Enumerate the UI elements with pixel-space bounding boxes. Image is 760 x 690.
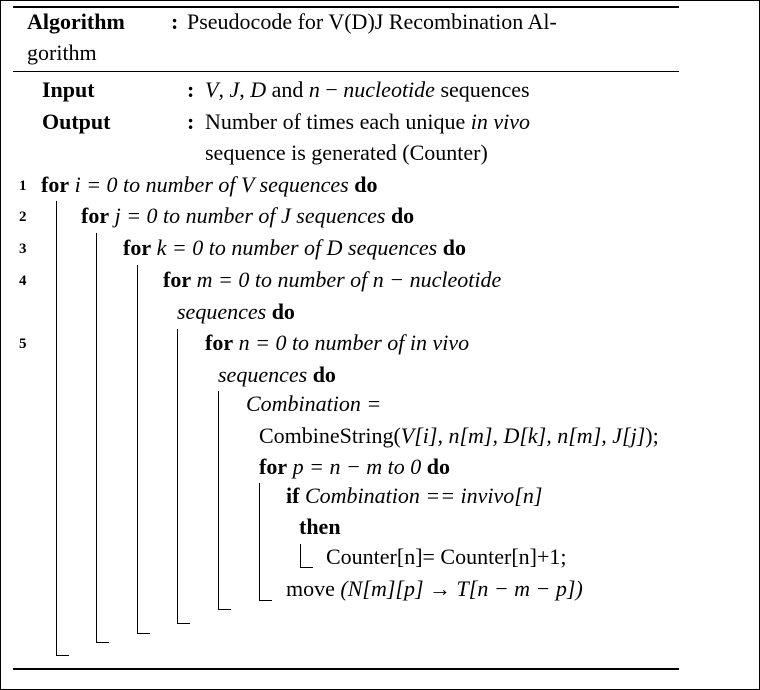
bracket-foot-for-p: [259, 600, 272, 601]
loop-condition-cont: sequences: [218, 362, 308, 387]
block-bracket-1: [56, 201, 57, 655]
block-bracket-if: [300, 544, 301, 567]
input-comma-1: ,: [218, 77, 224, 102]
if-condition: Combination == invivo[n]: [304, 483, 543, 508]
line-1: [41, 174, 377, 196]
block-bracket-3: [137, 265, 138, 633]
line-number-5: 5: [19, 336, 27, 352]
do-keyword: do: [426, 454, 451, 479]
for-keyword: for: [81, 203, 110, 228]
loop-condition-cont: sequences: [177, 299, 267, 324]
then-keyword: then: [299, 514, 341, 539]
output-colon: :: [187, 109, 195, 134]
line-number-2: 2: [19, 209, 27, 225]
loop-condition: i = 0 to number of V sequences: [74, 172, 349, 197]
input-text: [205, 79, 530, 101]
line-number-4: 4: [19, 273, 27, 289]
line-number-1: 1: [19, 178, 27, 194]
do-keyword: do: [354, 172, 378, 197]
move-expression: (N[m][p] → T[n − m − p]): [340, 576, 583, 601]
loop-condition: k = 0 to number of D sequences: [156, 235, 438, 260]
loop-condition: p = n − m to 0: [292, 454, 422, 479]
for-p-line: [259, 456, 450, 478]
bracket-foot-2: [96, 642, 109, 643]
input-label: Input: [42, 77, 95, 102]
output-invivo: in vivo: [470, 109, 531, 134]
caption-title-line2: gorithm: [27, 40, 97, 65]
block-bracket-2: [96, 233, 97, 642]
combine-end: );: [645, 423, 659, 448]
if-line: [286, 485, 542, 507]
for-keyword: for: [123, 235, 152, 260]
combination-assign: Combination =: [246, 391, 382, 416]
caption-title-line1: Pseudocode for V(D)J Recombination Al-: [187, 9, 557, 34]
block-bracket-for-p: [259, 483, 260, 600]
input-comma-2: ,: [239, 77, 245, 102]
line-4: [163, 269, 501, 291]
input-colon: :: [187, 77, 195, 102]
if-keyword: if: [286, 483, 300, 508]
bracket-foot-5: [218, 609, 231, 610]
line-5: [205, 332, 469, 354]
input-j: J: [229, 77, 240, 102]
bracket-foot-if: [300, 567, 313, 568]
do-keyword: do: [390, 203, 415, 228]
input-minus: −: [325, 77, 338, 102]
for-keyword: for: [41, 172, 70, 197]
input-n: n: [308, 77, 320, 102]
do-keyword: do: [442, 235, 466, 260]
top-rule: [13, 6, 679, 8]
move-keyword: move: [286, 576, 335, 601]
for-keyword: for: [259, 454, 288, 479]
bottom-rule: [13, 668, 679, 670]
input-nucleotide: nucleotide: [343, 77, 435, 102]
output-text-line2: sequence is generated (Counter): [205, 140, 488, 165]
caption-rule: [13, 71, 679, 72]
for-keyword: for: [163, 267, 192, 292]
bracket-foot-4: [177, 623, 190, 624]
line-2: [81, 205, 414, 227]
input-v: V: [205, 77, 219, 102]
output-text-a: Number of times each unique: [205, 109, 466, 134]
for-keyword: for: [205, 330, 234, 355]
combine-args: V[i], n[m], D[k], n[m], J[j]: [400, 423, 646, 448]
loop-condition: m = 0 to number of n − nucleotide: [196, 267, 502, 292]
output-text-line1: [205, 111, 530, 133]
input-d: D: [250, 77, 267, 102]
input-sequences: sequences: [440, 77, 530, 102]
do-keyword: do: [312, 362, 336, 387]
caption-label: Algorithm: [27, 9, 125, 34]
combine-fn: CombineString(: [259, 423, 401, 448]
loop-condition: n = 0 to number of in vivo: [238, 330, 470, 355]
combine-string-call: [259, 425, 659, 447]
bracket-foot-1: [56, 655, 69, 656]
line-4-continuation: [177, 301, 295, 323]
loop-condition: j = 0 to number of J sequences: [114, 203, 386, 228]
caption-colon: :: [171, 9, 179, 34]
bracket-foot-3: [137, 633, 150, 634]
input-and: and: [271, 77, 304, 102]
block-bracket-5: [218, 391, 219, 609]
do-keyword: do: [271, 299, 295, 324]
line-3: [123, 237, 466, 259]
line-5-continuation: [218, 364, 336, 386]
line-number-3: 3: [19, 241, 27, 257]
move-line: [286, 578, 583, 600]
counter-statement: Counter[n]= Counter[n]+1;: [326, 544, 567, 569]
output-label: Output: [42, 109, 111, 134]
block-bracket-4: [177, 329, 178, 623]
